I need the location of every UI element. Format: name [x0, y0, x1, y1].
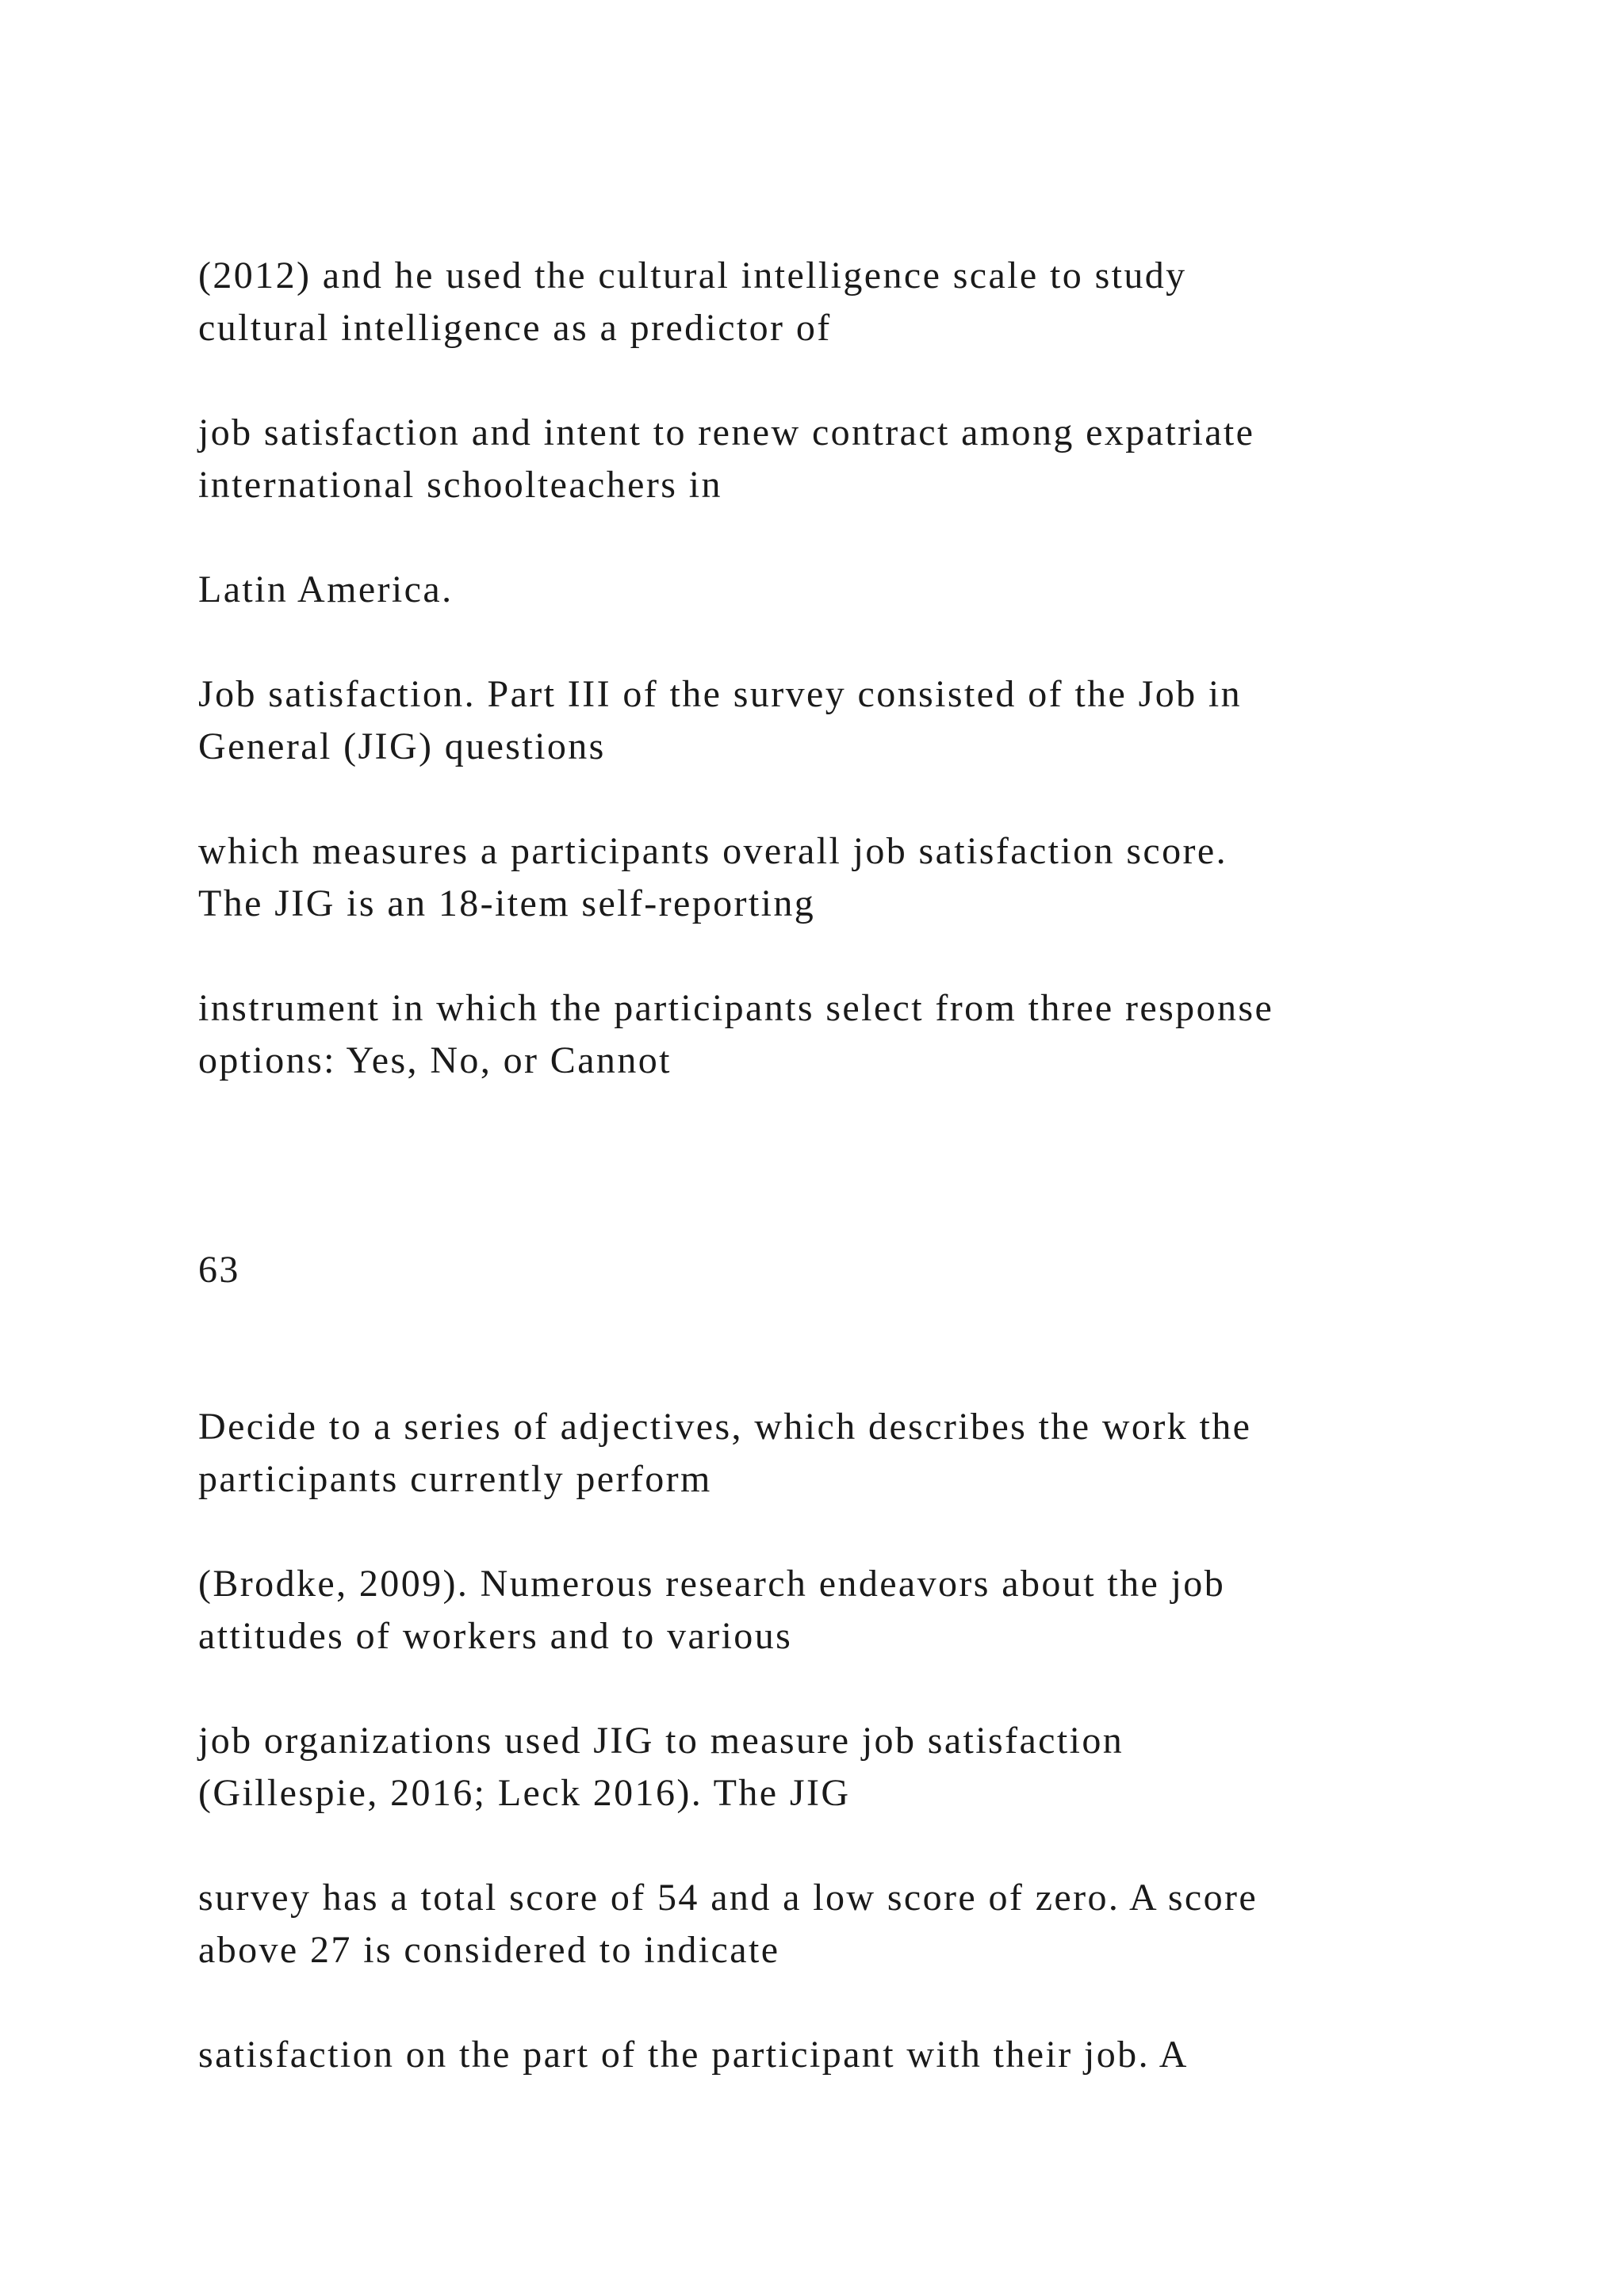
text-line: satisfaction on the part of the participant with their job. A — [198, 2034, 1189, 2076]
text-line: job satisfaction and intent to renew contract among expatriate — [198, 411, 1255, 453]
text-line: survey has a total score of 54 and a low score of zero. A score — [198, 1877, 1258, 1919]
text-line: attitudes of workers and to various — [198, 1615, 793, 1657]
text-line: The JIG is an 18-item self-reporting — [198, 882, 816, 924]
text-line: cultural intelligence as a predictor of — [198, 307, 832, 349]
text-line: Decide to a series of adjectives, which describes the work the — [198, 1406, 1252, 1448]
text-line: international schoolteachers in — [198, 464, 722, 506]
text-line: above 27 is considered to indicate — [198, 1929, 780, 1971]
text-line: options: Yes, No, or Cannot — [198, 1039, 672, 1081]
text-line: Job satisfaction. Part III of the survey consisted of the Job in — [198, 673, 1243, 715]
text-line: Latin America. — [198, 568, 454, 610]
text-line: (Brodke, 2009). Numerous research endeavors about the job — [198, 1563, 1226, 1605]
text-line: (2012) and he used the cultural intelligence scale to study — [198, 254, 1187, 297]
text-line: instrument in which the participants select from three response — [198, 987, 1274, 1029]
text-line: which measures a participants overall job satisfaction score. — [198, 830, 1228, 872]
text-line: participants currently perform — [198, 1458, 712, 1500]
text-line: General (JIG) questions — [198, 725, 606, 767]
text-line: (Gillespie, 2016; Leck 2016). The JIG — [198, 1772, 851, 1814]
page-number: 63 — [198, 1249, 240, 1291]
text-line: job organizations used JIG to measure job satisfaction — [198, 1720, 1124, 1762]
